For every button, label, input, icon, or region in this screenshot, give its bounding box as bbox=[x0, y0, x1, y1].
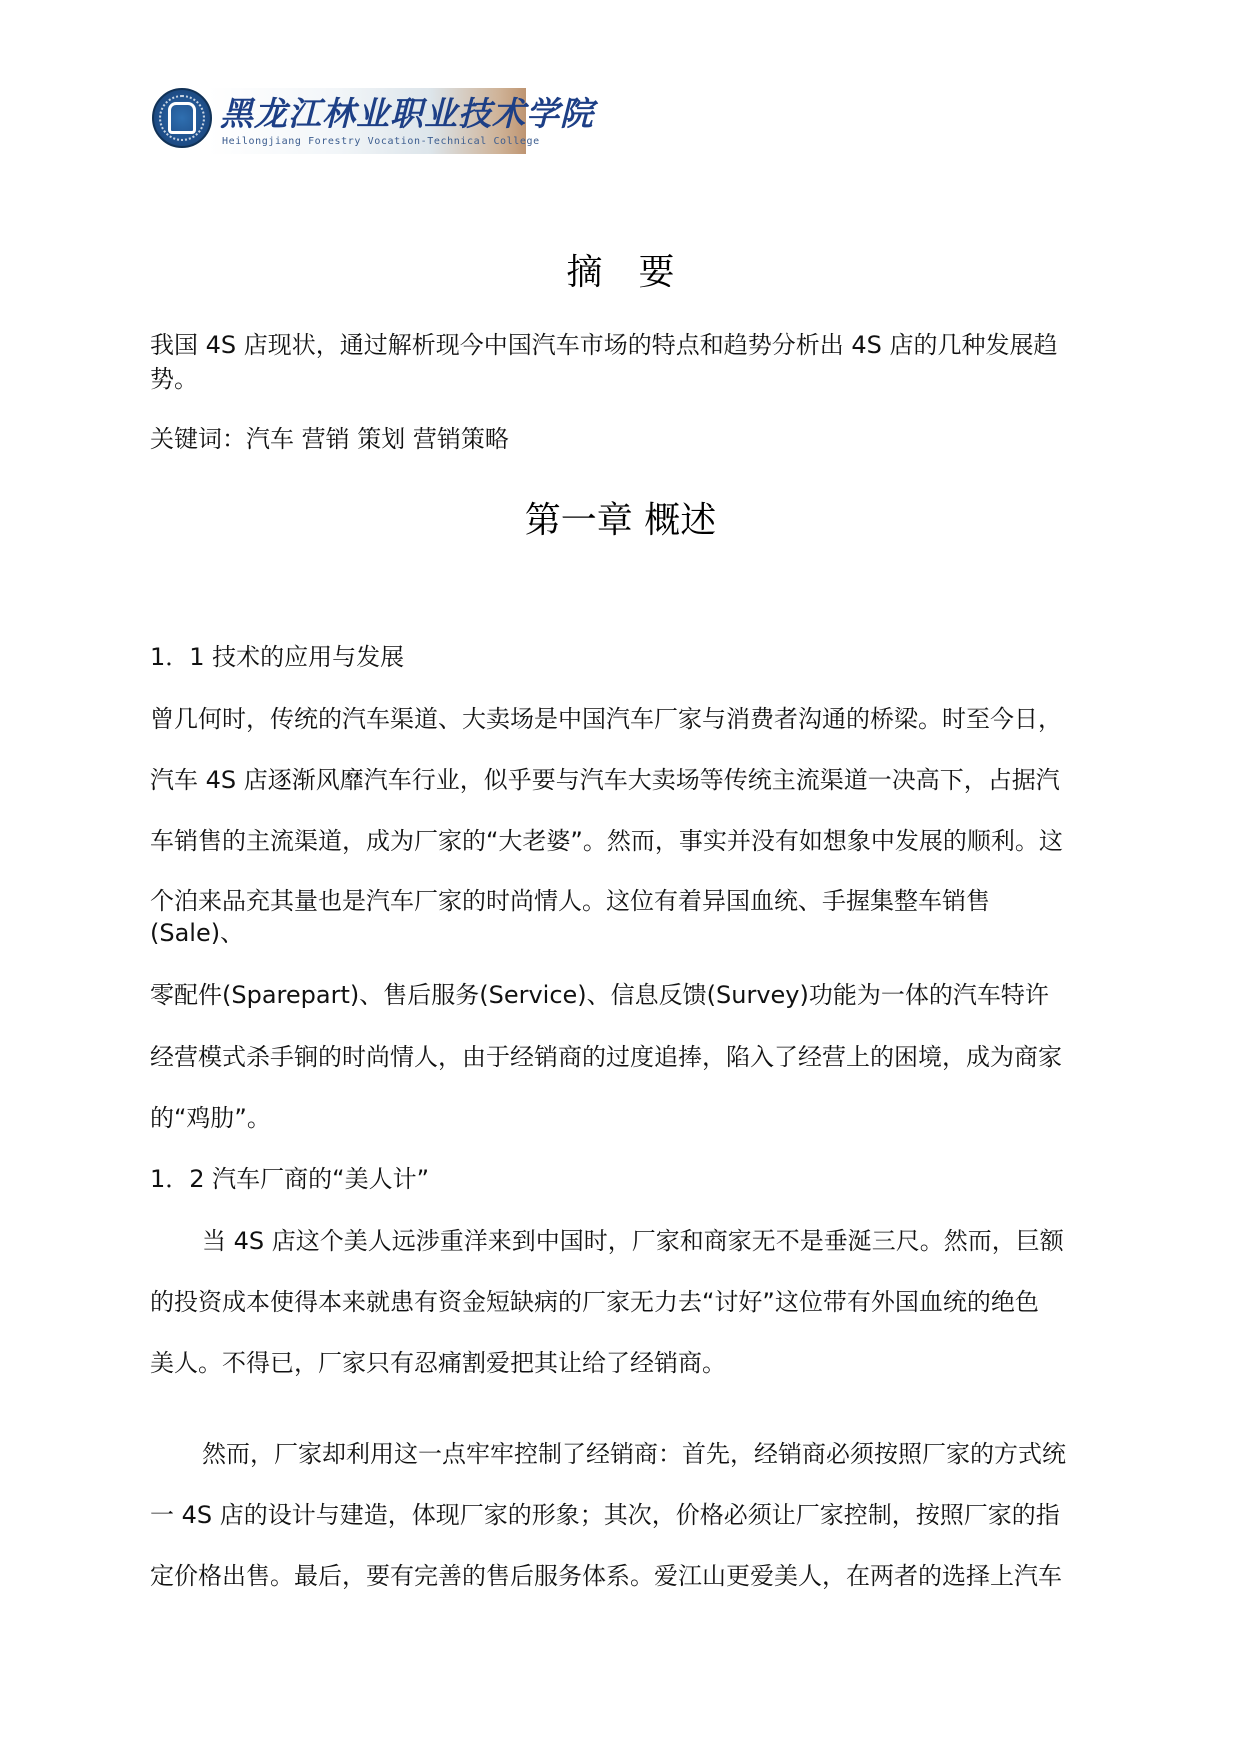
logo-chinese-name: 黑龙江林业职业技术学院 bbox=[220, 94, 594, 133]
section1-line: 车销售的主流渠道，成为厂家的“大老婆”。然而，事实并没有如想象中发展的顺利。这 bbox=[150, 827, 1063, 855]
abstract-body: 我国 4S 店现状，通过解析现今中国汽车市场的特点和趋势分析出 4S 店的几种发展趋势。 bbox=[150, 331, 1058, 393]
section1-line: 曾几何时，传统的汽车渠道、大卖场是中国汽车厂家与消费者沟通的桥梁。时至今日， bbox=[150, 705, 1062, 733]
section2-para1-line: 的投资成本使得本来就患有资金短缺病的厂家无力去“讨好”这位带有外国血统的绝色 bbox=[150, 1288, 1039, 1316]
college-seal-icon bbox=[152, 88, 212, 148]
logo-english-name: Heilongjiang Forestry Vocation-Technical College bbox=[222, 136, 540, 147]
section2-para2-line: 一 4S 店的设计与建造，体现厂家的形象；其次，价格必须让厂家控制，按照厂家的指 bbox=[150, 1501, 1060, 1529]
section-heading-1-2: 1．2 汽车厂商的“美人计” bbox=[150, 1165, 430, 1193]
section2-para2-line: 然而，厂家却利用这一点牢牢控制了经销商：首先，经销商必须按照厂家的方式统 bbox=[202, 1440, 1066, 1468]
section1-line: 汽车 4S 店逐渐风靡汽车行业，似乎要与汽车大卖场等传统主流渠道一决高下，占据汽 bbox=[150, 766, 1060, 794]
section1-line: (Sale)、 bbox=[150, 919, 245, 947]
abstract-title: 摘 要 bbox=[566, 252, 675, 293]
section1-line: 个泊来品充其量也是汽车厂家的时尚情人。这位有着异国血统、手握集整车销售 bbox=[150, 887, 990, 915]
section1-line: 的“鸡肋”。 bbox=[150, 1104, 271, 1132]
keywords-line: 关键词：汽车 营销 策划 营销策略 bbox=[150, 425, 509, 453]
seal-emblem bbox=[168, 102, 196, 134]
section1-line: 零配件(Sparepart)、售后服务(Service)、信息反馈(Survey)功能为一体的汽车特许 bbox=[150, 981, 1049, 1009]
section2-para1-line: 美人。不得已，厂家只有忍痛割爱把其让给了经销商。 bbox=[150, 1349, 726, 1377]
section2-para2-line: 定价格出售。最后，要有完善的售后服务体系。爱江山更爱美人，在两者的选择上汽车 bbox=[150, 1562, 1062, 1590]
section1-line: 经营模式杀手锏的时尚情人，由于经销商的过度追捧，陷入了经营上的困境，成为商家 bbox=[150, 1043, 1062, 1071]
chapter-title: 第一章 概述 bbox=[524, 500, 717, 541]
section2-para1-line: 当 4S 店这个美人远涉重洋来到中国时，厂家和商家无不是垂涎三尺。然而，巨额 bbox=[202, 1227, 1064, 1255]
college-logo bbox=[150, 86, 594, 158]
section-heading-1-1: 1．1 技术的应用与发展 bbox=[150, 643, 405, 671]
